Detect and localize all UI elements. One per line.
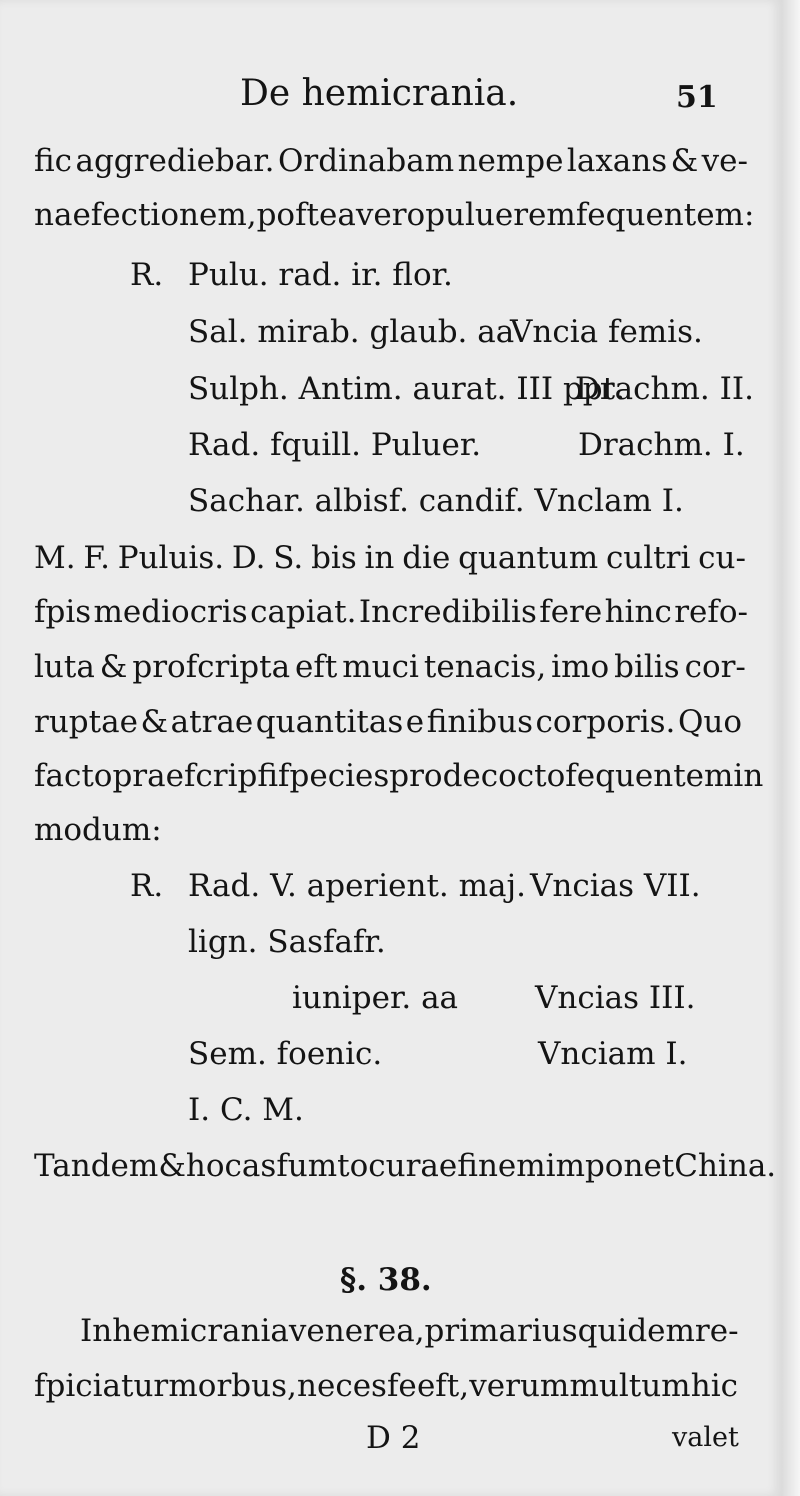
word: laxans (566, 143, 668, 179)
word: M. (34, 540, 76, 576)
word: China. (674, 1148, 777, 1184)
word: fpecies (278, 758, 390, 794)
recipe-line: Rad. fquill. Puluer. (188, 427, 482, 463)
word: & (670, 143, 699, 179)
word: imo (551, 649, 610, 685)
page-edge (782, 0, 800, 1496)
word: quidem (577, 1313, 695, 1349)
word: F. (83, 540, 110, 576)
word: cultri (605, 540, 691, 576)
word: hic (690, 1368, 738, 1404)
word: poftea (256, 197, 356, 233)
word: e (405, 704, 425, 740)
word: Tandem (34, 1148, 159, 1184)
recipe-line: Sem. foenic. (188, 1036, 383, 1072)
signature-mark: D 2 (366, 1420, 421, 1456)
recipe-quantity: Vnciam I. (538, 1036, 688, 1072)
word: asfumto (241, 1148, 369, 1184)
word: atrae (170, 704, 254, 740)
word: finem (457, 1148, 546, 1184)
word: S. (273, 540, 304, 576)
word: ve- (701, 143, 748, 179)
recipe-mark: R. (130, 868, 164, 904)
text-line-9 (34, 1146, 777, 1186)
word: aggrediebar. (75, 143, 275, 179)
word: bis (311, 540, 357, 576)
text-line-6 (34, 702, 742, 742)
text-line-10 (80, 1311, 739, 1351)
word: profcripta (132, 649, 291, 685)
recipe-line: iuniper. aa (292, 980, 459, 1016)
word: refo- (674, 594, 748, 630)
word: primarius (424, 1313, 578, 1349)
catchword: valet (672, 1422, 739, 1453)
word: die (402, 540, 451, 576)
text-line-1 (34, 141, 748, 181)
recipe-quantity: Drachm. I. (578, 427, 745, 463)
word: necesfe (297, 1368, 417, 1404)
word: naefectionem, (34, 197, 257, 233)
word: curae (368, 1148, 458, 1184)
word: hoc (185, 1148, 242, 1184)
text-line-4 (34, 592, 748, 632)
word: cu- (698, 540, 746, 576)
recipe-quantity: Drachm. II. (575, 371, 754, 407)
word: muci (342, 649, 419, 685)
word: imponet (545, 1148, 675, 1184)
word: In (80, 1313, 113, 1349)
word: decocto (442, 758, 566, 794)
recipe-line: Rad. V. aperient. maj. (188, 868, 526, 904)
word: Quo (677, 704, 742, 740)
word: in (733, 758, 764, 794)
word: facto (34, 758, 113, 794)
word: Puluis. (117, 540, 225, 576)
word: re- (694, 1313, 739, 1349)
word: cor- (684, 649, 746, 685)
word: finibus (426, 704, 533, 740)
text-line-2 (34, 195, 755, 235)
word: pro (389, 758, 443, 794)
word: Incredibilis (358, 594, 537, 630)
word: Ordinabam (277, 143, 455, 179)
word: quantum (458, 540, 599, 576)
recipe-line: Pulu. rad. ir. flor. (188, 257, 453, 293)
word: hemicrania (112, 1313, 289, 1349)
text-line-3 (34, 538, 746, 578)
word: ruptae (34, 704, 138, 740)
word: fic (34, 143, 73, 179)
word: D. (231, 540, 266, 576)
word: bilis (614, 649, 680, 685)
section-heading: §. 38. (340, 1262, 432, 1298)
word: quantitas (255, 704, 404, 740)
word: & (140, 704, 169, 740)
word: corporis. (535, 704, 676, 740)
word: praefcripfi (112, 758, 279, 794)
recipe-line: Sal. mirab. glaub. aa (188, 314, 515, 350)
word: mediocris (93, 594, 248, 630)
text-line-7 (34, 756, 764, 796)
word: fpiciatur (34, 1368, 169, 1404)
word: puluerem (425, 197, 576, 233)
recipe-line: lign. Sasfafr. (188, 924, 386, 960)
word: nempe (457, 143, 564, 179)
word: multum (569, 1368, 691, 1404)
recipe-line: Sulph. Antim. aurat. III ppt. (188, 371, 625, 407)
recipe-quantity: Vncias III. (535, 980, 696, 1016)
word: & (158, 1148, 186, 1184)
word: venerea, (288, 1313, 425, 1349)
word: verum (469, 1368, 570, 1404)
word: fequentem: (575, 197, 755, 233)
word: fequentem (565, 758, 734, 794)
text-line-11 (34, 1366, 738, 1406)
word: tenacis, (423, 649, 547, 685)
word: hinc (604, 594, 672, 630)
recipe-quantity: Vncias VII. (530, 868, 701, 904)
word: eft, (416, 1368, 470, 1404)
word: fere (539, 594, 603, 630)
page-number: 51 (676, 80, 718, 115)
word: morbus, (168, 1368, 297, 1404)
word: capiat. (250, 594, 357, 630)
text-line-5 (34, 647, 746, 687)
text-line-8: modum: (34, 812, 162, 848)
running-title: De hemicrania. (240, 73, 519, 114)
recipe-mark: R. (130, 257, 164, 293)
word: in (364, 540, 395, 576)
recipe-quantity: Vncia femis. (510, 314, 703, 350)
word: & (99, 649, 128, 685)
word: fpis (34, 594, 92, 630)
recipe-line: Sachar. albisf. candif. Vnclam I. (188, 483, 684, 519)
word: eft (295, 649, 338, 685)
word: vero (355, 197, 426, 233)
recipe-line: I. C. M. (188, 1092, 304, 1128)
word: luta (34, 649, 95, 685)
